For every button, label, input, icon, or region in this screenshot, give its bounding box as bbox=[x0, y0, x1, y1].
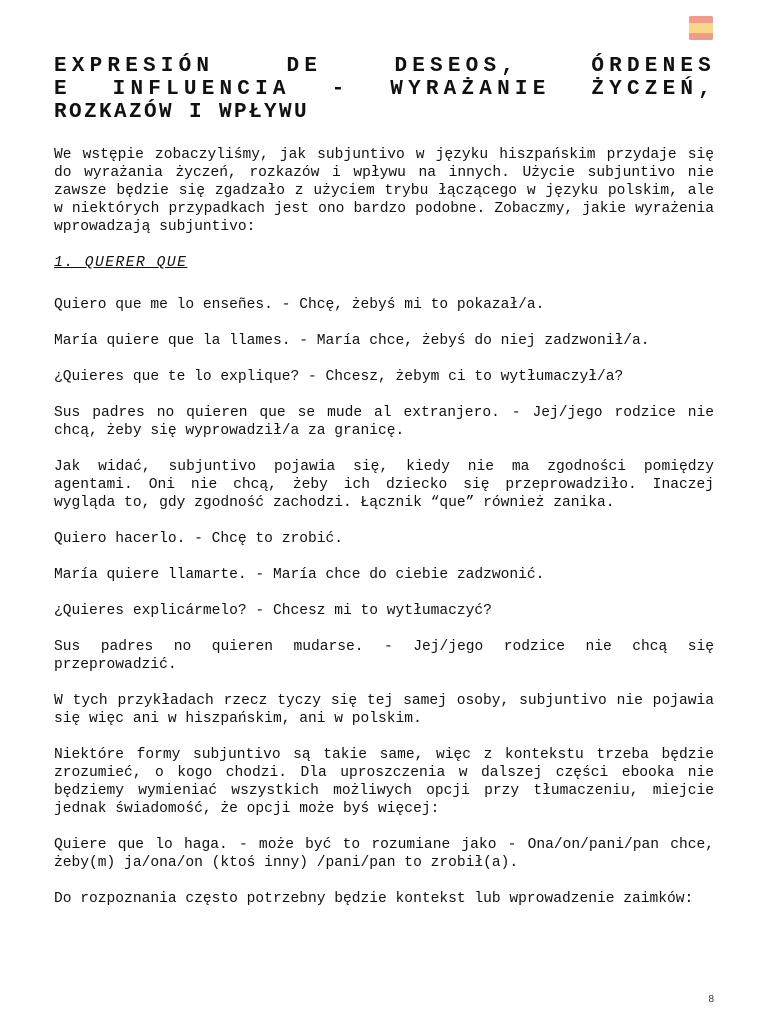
page-title bbox=[54, 55, 716, 124]
logo-stripe-top bbox=[689, 16, 713, 23]
publisher-logo bbox=[689, 16, 713, 40]
example-7: ¿Quieres explicármelo? - Chcesz mi to wytłumaczyć? bbox=[54, 603, 492, 619]
explanation-paragraph-4: Do rozpoznania często potrzebny będzie kontekst lub wprowadzenie zaimków: bbox=[54, 891, 694, 907]
example-3: ¿Quieres que te lo explique? - Chcesz, żebym ci to wytłumaczył/a? bbox=[54, 369, 624, 385]
document-body bbox=[54, 146, 714, 926]
example-6: María quiere llamarte. - María chce do ciebie zadzwonić. bbox=[54, 567, 545, 583]
explanation-paragraph-1: Jak widać, subjuntivo pojawia się, kiedy nie ma zgodności pomiędzy agentami. Oni nie chcą, żeby ich dziecko się przeprowadziło. Inaczej wygląda to, gdy zgodność zachodzi. Łącznik “que” również zanika. bbox=[54, 459, 714, 511]
example-9: Quiere que lo haga. - może być to rozumiane jako - Ona/on/pani/pan chce, żeby(m) ja/ona/on (ktoś inny) /pani/pan to zrobił(a). bbox=[54, 837, 714, 871]
example-8: Sus padres no quieren mudarse. - Jej/jego rodzice nie chcą się przeprowadzić. bbox=[54, 639, 714, 673]
example-1: Quiero que me lo enseñes. - Chcę, żebyś mi to pokazał/a. bbox=[54, 297, 545, 313]
title-line-3: ROZKAZÓW I WPŁYWU bbox=[54, 101, 310, 124]
example-5: Quiero hacerlo. - Chcę to zrobić. bbox=[54, 531, 344, 547]
logo-stripe-bottom bbox=[689, 33, 713, 40]
title-line-1: EXPRESIÓN DE DESEOS, ÓRDENES bbox=[54, 55, 716, 78]
explanation-paragraph-3: Niektóre formy subjuntivo są takie same, więc z kontekstu trzeba będzie zrozumieć, o kogo chodzi. Dla uproszczenia w dalszej części ebooka nie będziemy wymieniać wszystkich możliwych opcji przy tłumaczeniu, miejcie jednak świadomość, że opcji może byś więcej: bbox=[54, 747, 714, 817]
example-4: Sus padres no quieren que se mude al extranjero. - Jej/jego rodzice nie chcą, żeby się wyprowadził/a za granicę. bbox=[54, 405, 714, 439]
intro-paragraph: We wstępie zobaczyliśmy, jak subjuntivo w języku hiszpańskim przydaje się do wyrażania życzeń, rozkazów i wpływu na innych. Użycie subjuntivo nie zawsze będzie się zgadzało z użyciem trybu łączącego w języku polskim, ale w niektórych przypadkach jest ono bardzo podobne. Zobaczmy, jakie wyrażenia wprowadzają subjuntivo: bbox=[54, 147, 714, 235]
section-heading-querer-que: 1. QUERER QUE bbox=[54, 255, 188, 271]
page-number: 8 bbox=[708, 994, 714, 1005]
logo-stripe-middle bbox=[689, 23, 713, 33]
explanation-paragraph-2: W tych przykładach rzecz tyczy się tej samej osoby, subjuntivo nie pojawia się więc ani w hiszpańskim, ani w polskim. bbox=[54, 693, 714, 727]
example-2: María quiere que la llames. - María chce, żebyś do niej zadzwonił/a. bbox=[54, 333, 650, 349]
title-line-2: E INFLUENCIA - WYRAŻANIE ŻYCZEŃ, bbox=[54, 78, 716, 101]
